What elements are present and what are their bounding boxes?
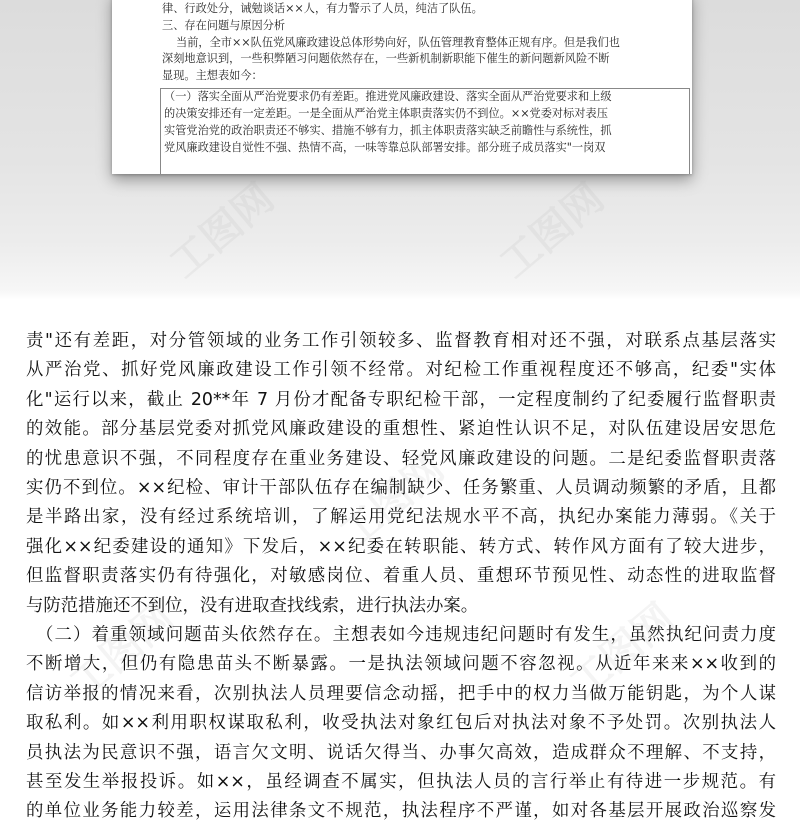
body-line: 是半路出家，没有经过系统培训，了解运用党纪法规水平不高，执纪办案能力薄弱。《关于 [26, 507, 776, 528]
preview-line: 三、存在问题与原因分析 [162, 19, 286, 32]
document-preview-area [0, 0, 800, 300]
body-line: 信访举报的情况来看，次别执法人员理要信念动摇，把手中的权力当做万能钥匙，为个人谋 [26, 683, 776, 704]
body-line: 从严治党、抓好党风廉政建设工作引领不经常。对纪检工作重视程度还不够高，纪委"实体 [26, 360, 776, 381]
body-line: 的单位业务能力较差，运用法律条文不规范，执法程序不严谨，如对各基层开展政治巡察发 [26, 801, 776, 822]
body-line: 与防范措施还不到位，没有进取查找线索，进行执法办案。 [26, 595, 479, 616]
body-line: 的忧患意识不强，不同程度存在重业务建设、轻党风廉政建设的问题。二是纪委监督职责落 [26, 448, 776, 469]
watermark: 工图网 [331, 444, 453, 558]
watermark: 工图网 [161, 174, 283, 288]
body-line: 不断增大，但仍有隐患苗头不断暴露。一是执法领域问题不容忽视。从近年来来××收到的 [26, 654, 776, 675]
preview-line: 深刻地意识到，一些积弊陋习问题依然存在，一些新机制新职能下催生的新问题新风险不断 [162, 52, 610, 65]
preview-line: 显现。主想表如今： [162, 69, 263, 82]
preview-line: 的决策安排还有一定差距。一是全面从严治党主体职责落实仍不到位。××党委对标对表压 [164, 107, 608, 120]
watermark: 工图网 [61, 594, 183, 708]
preview-line: 党风廉政建设自觉性不强、热情不高，一味等靠总队部署安排。部分班子成员落实"一岗双 [164, 141, 606, 154]
body-line: 员执法为民意识不强，语言欠文明、说话欠得当、办事欠高效，造成群众不理解、不支持， [26, 742, 776, 763]
body-line: 的效能。部分基层党委对抓党风廉政建设的重想性、紧迫性认识不足，对队伍建设居安思危 [26, 419, 776, 440]
watermark: 工图网 [561, 594, 683, 708]
body-line: 实仍不到位。××纪检、审计干部队伍存在编制缺少、任务繁重、人员调动频繁的矛盾，且都 [26, 478, 776, 498]
preview-line: 律、行政处分，诫勉谈话××人，有力警示了人员，纯洁了队伍。 [162, 2, 483, 15]
preview-line: 实管党治党的政治职责还不够实、措施不够有力，抓主体职责落实缺乏前瞻性与系统性，抓 [164, 124, 612, 137]
body-line: （二）着重领域问题苗头依然存在。主想表如今违规违纪问题时有发生，虽然执纪问责力度 [36, 625, 776, 645]
preview-line: 当前，全市××队伍党风廉政建设总体形势向好，队伍管理教育整体正规有序。但是我们也 [176, 36, 620, 49]
body-line: 取私利。如××利用职权谋取私利，收受执法对象红包后对执法对象不予处罚。次别执法人 [26, 713, 776, 734]
preview-line: （一）落实全面从严治党要求仍有差距。推进党风廉政建设、落实全面从严治党要求和上级 [164, 90, 612, 103]
body-line: 化"运行以来，截止 20**年 7 月份才配备专职纪检干部，一定程度制约了纪委履行监督职责 [26, 389, 776, 410]
body-line: 责"还有差距，对分管领域的业务工作引领较多、监督教育相对还不强，对联系点基层落实 [26, 331, 776, 351]
body-line: 但监督职责落实仍有待强化，对敏感岗位、着重人员、重想环节预见性、动态性的进取监督 [26, 566, 776, 587]
document-preview-page [112, 0, 692, 174]
body-line: 甚至发生举报投诉。如××，虽经调查不属实，但执法人员的言行举止有待进一步规范。有 [26, 772, 776, 792]
body-line: 强化××纪委建设的通知》下发后，××纪委在转职能、转方式、转作风方面有了较大进步， [26, 536, 776, 557]
preview-line [112, 156, 692, 172]
watermark: 工图网 [491, 174, 613, 288]
